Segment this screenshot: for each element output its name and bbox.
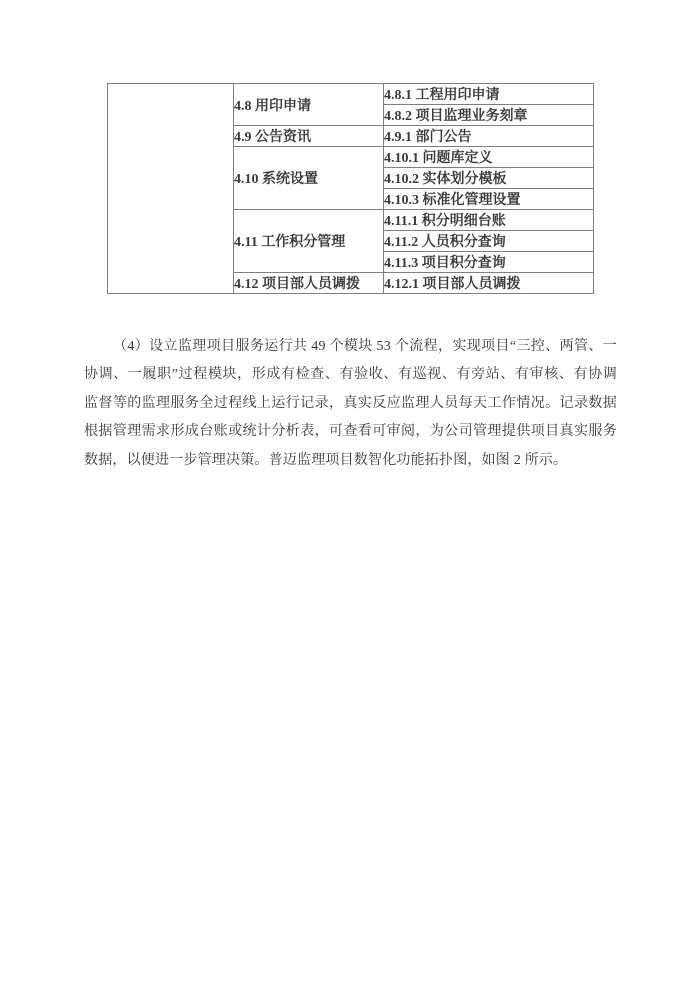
submodule-cell: 4.12.1 项目部人员调拨: [384, 273, 594, 294]
submodule-cell: 4.11.3 项目积分查询: [384, 252, 594, 273]
paragraph-line: 监督等的监理服务全过程线上运行记录，真实反应监理人员每天工作情况。记录数据: [84, 395, 617, 411]
body-paragraph: [84, 333, 617, 475]
module-group-cell: 4.10 系统设置: [234, 147, 384, 210]
submodule-cell: 4.11.2 人员积分查询: [384, 231, 594, 252]
submodule-cell: 4.10.3 标准化管理设置: [384, 189, 594, 210]
module-table: [107, 83, 594, 294]
paragraph-line: 根据管理需求形成台账或统计分析表，可查看可审阅，为公司管理提供项目真实服务: [84, 424, 617, 440]
submodule-cell: 4.8.1 工程用印申请: [384, 84, 594, 105]
module-group-cell: 4.12 项目部人员调拨: [234, 273, 384, 294]
paragraph-line: 协调、一履职”过程模块，形成有检查、有验收、有巡视、有旁站、有审核、有协调: [84, 367, 617, 383]
module-group-cell: 4.8 用印申请: [234, 84, 384, 126]
submodule-cell: 4.10.1 问题库定义: [384, 147, 594, 168]
submodule-cell: 4.10.2 实体划分模板: [384, 168, 594, 189]
module-group-cell: 4.11 工作积分管理: [234, 210, 384, 273]
blank-spanning-cell: [108, 84, 234, 294]
table-row: [108, 84, 594, 105]
module-group-cell: 4.9 公告资讯: [234, 126, 384, 147]
paragraph-line: （4）设立监理项目服务运行共 49 个模块 53 个流程，实现项目“三控、两管、一: [113, 339, 617, 354]
submodule-cell: 4.9.1 部门公告: [384, 126, 594, 147]
submodule-cell: 4.11.1 积分明细台账: [384, 210, 594, 231]
submodule-cell: 4.8.2 项目监理业务刻章: [384, 105, 594, 126]
paragraph-line: 数据，以便进一步管理决策。普迈监理项目数智化功能拓扑图，如图 2 所示。: [84, 452, 568, 468]
